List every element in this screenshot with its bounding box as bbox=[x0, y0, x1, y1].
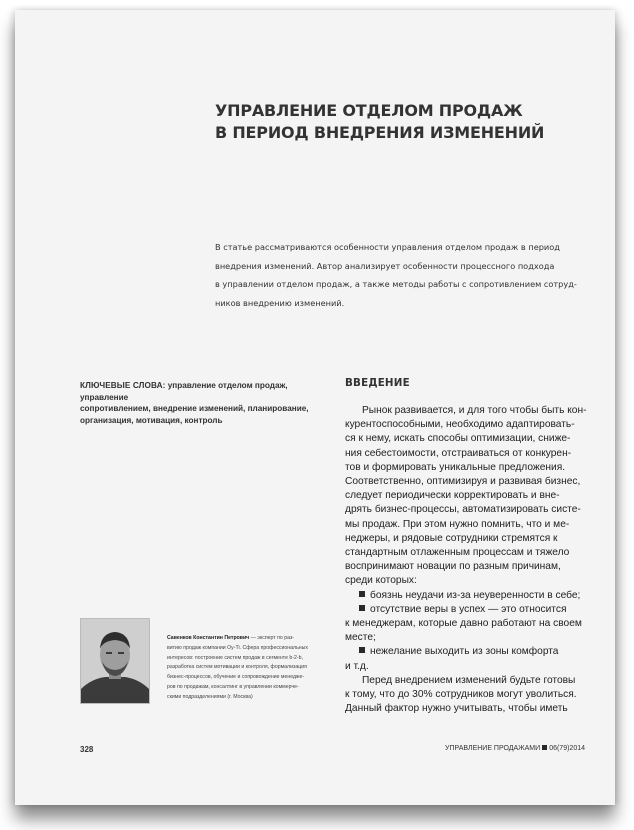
body-line: мы продаж. При этом нужно помнить, что и ме- bbox=[345, 518, 570, 530]
abstract-line: в управлении отделом продаж, а также методы работы с сопротивлением сотруд- bbox=[215, 279, 577, 289]
bullet-item bbox=[345, 645, 600, 659]
keywords-text: управление отделом продаж, управление bbox=[80, 381, 288, 402]
title-line: УПРАВЛЕНИЕ ОТДЕЛОМ ПРОДАЖ bbox=[215, 101, 523, 120]
body-line: ния себестоимости, отстраиваться от конкурен- bbox=[345, 447, 572, 459]
body-line: среди которых: bbox=[345, 575, 417, 587]
keywords-label: КЛЮЧЕВЫЕ СЛОВА: bbox=[80, 381, 166, 390]
abstract-line: внедрения изменений. Автор анализирует особенности процессного подхода bbox=[215, 260, 555, 271]
body-line: следует периодически корректировать и вне- bbox=[345, 490, 560, 502]
author-photo bbox=[80, 618, 150, 704]
bullet-continuation: месте; bbox=[345, 632, 376, 644]
journal-name: УПРАВЛЕНИЕ ПРОДАЖАМИ bbox=[445, 745, 541, 752]
author-bio-line: витию продаж компании Oy-Ti. Сфера профессиональных bbox=[167, 644, 308, 651]
title-line: В ПЕРИОД ВНЕДРЕНИЯ ИЗМЕНЕНИЙ bbox=[215, 123, 545, 142]
keywords-text: организация, мотивация, контроль bbox=[80, 415, 223, 425]
abstract-line: ников внедрению изменений. bbox=[215, 297, 345, 308]
article-body bbox=[345, 404, 600, 716]
body-line: Перед внедрением изменений будьте готовы bbox=[345, 674, 576, 686]
abstract-line: В статье рассматриваются особенности управления отделом продаж в период bbox=[215, 242, 560, 252]
body-line: Данный фактор нужно учитывать, чтобы иметь bbox=[345, 703, 568, 715]
author-bio-line: скими подразделениями (г. Москва) bbox=[167, 693, 253, 700]
body-line: воспринимают новации по разным причинам, bbox=[345, 561, 561, 573]
article-abstract bbox=[215, 238, 588, 312]
author-bio-text: — эксперт по раз- bbox=[249, 635, 295, 641]
author-portrait-icon bbox=[81, 619, 149, 703]
body-line: курентоспособными, необходимо адаптировать- bbox=[345, 419, 575, 431]
bullet-continuation: и т.д. bbox=[345, 660, 369, 672]
article-title bbox=[215, 100, 595, 144]
body-line: ся к нему, искать способы оптимизации, сниже- bbox=[345, 433, 571, 445]
author-bio-line: интересов: построение систем продаж в сегменте b-2-b, bbox=[167, 654, 303, 661]
bullet-square-icon bbox=[359, 647, 365, 653]
journal-footer bbox=[445, 745, 585, 752]
bullet-text: нежелание выходить из зоны комфорта bbox=[370, 646, 559, 658]
body-line: неджеры, и рядовые сотрудники стремятся к bbox=[345, 532, 558, 544]
section-heading: ВВЕДЕНИЕ bbox=[345, 377, 410, 389]
body-line: дрять бизнес-процессы, автоматизировать систе- bbox=[345, 504, 581, 516]
body-line: стандартным отлаженным процессам и тяжело bbox=[345, 547, 570, 559]
bullet-item bbox=[345, 603, 600, 617]
journal-issue: 06(79)2014 bbox=[549, 745, 585, 752]
body-line: Соответственно, оптимизируя и развивая бизнес, bbox=[345, 476, 581, 488]
body-line: к тому, что до 30% сотрудников могут уволиться. bbox=[345, 689, 577, 701]
author-name: Савенков Константин Петрович bbox=[167, 635, 250, 641]
keywords-text: сопротивлением, внедрение изменений, планирование, bbox=[80, 404, 309, 413]
author-bio-line: ров по продажам, консалтинг в управлении коммерче- bbox=[167, 683, 299, 690]
bullet-square-icon bbox=[359, 591, 365, 597]
keywords-block bbox=[80, 380, 330, 426]
body-line: тов и формировать уникальные предложения. bbox=[345, 461, 566, 473]
page-number: 328 bbox=[80, 745, 94, 754]
bullet-item bbox=[345, 589, 600, 603]
bullet-text: боязнь неудачи из-за неуверенности в себе; bbox=[370, 589, 581, 601]
author-bio-line: разработка систем мотивации и контроля, формализация bbox=[167, 664, 307, 671]
bullet-square-icon bbox=[359, 605, 365, 611]
bullet-continuation: к менеджерам, которые давно работают на своем bbox=[345, 618, 582, 630]
bullet-text: отсутствие веры в успех — это относится bbox=[370, 603, 567, 615]
separator-square-icon bbox=[542, 745, 547, 750]
author-bio bbox=[167, 634, 329, 703]
journal-page bbox=[15, 10, 615, 805]
body-line: Рынок развивается, и для того чтобы быть кон- bbox=[345, 405, 587, 416]
author-bio-line: бизнес-процессов, обучение и сопровождение менедже- bbox=[167, 674, 305, 681]
